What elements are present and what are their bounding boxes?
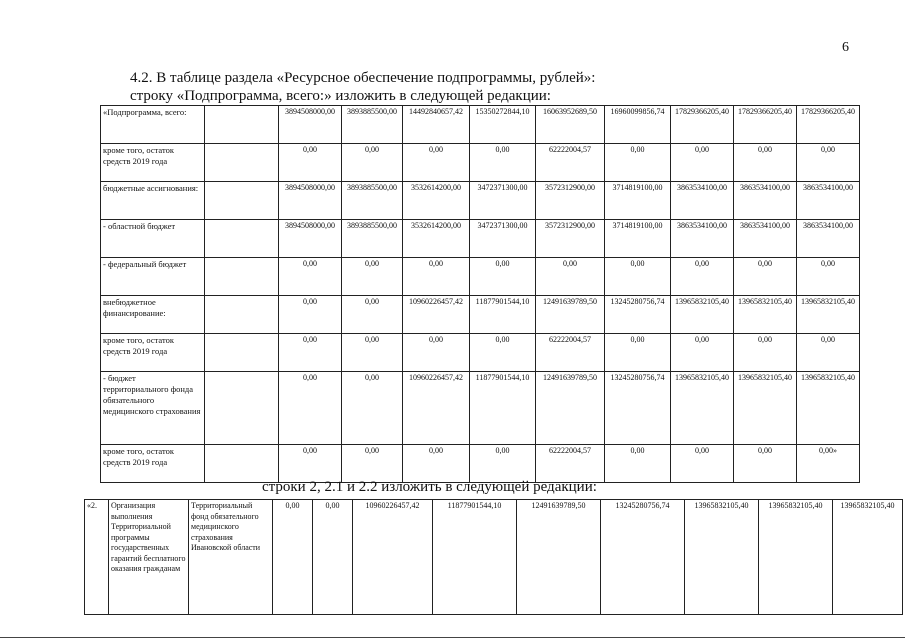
value-cell: 0,00 xyxy=(279,258,342,296)
value-cell: 3893885500,00 xyxy=(342,220,403,258)
value-cell: 14492840657,42 xyxy=(403,106,470,144)
value-cell: 3472371300,00 xyxy=(470,182,536,220)
scan-edge-line xyxy=(0,637,905,638)
value-cell: 3863534100,00 xyxy=(671,220,734,258)
value-cell: 3863534100,00 xyxy=(671,182,734,220)
value-cell: 10960226457,42 xyxy=(403,296,470,334)
value-cell: 0,00 xyxy=(671,144,734,182)
table-row xyxy=(101,220,860,258)
value-cell: 3714819100,00 xyxy=(605,220,671,258)
page-number: 6 xyxy=(842,40,849,55)
value-cell: 0,00 xyxy=(797,258,860,296)
value-cell: 0,00 xyxy=(342,296,403,334)
value-cell: 0,00 xyxy=(403,334,470,372)
executor-name: Территориальный фонд обязательного медицинского страхования Ивановской области xyxy=(189,500,273,615)
value-cell: 3532614200,00 xyxy=(403,220,470,258)
value-cell: 11877901544,10 xyxy=(470,296,536,334)
rows-heading: строки 2, 2.1 и 2.2 изложить в следующей редакции: xyxy=(262,479,597,495)
empty-cell xyxy=(205,445,279,483)
value-cell: 0,00 xyxy=(342,334,403,372)
value-cell: 16063952689,50 xyxy=(536,106,605,144)
table-row xyxy=(85,500,903,615)
value-cell: 0,00 xyxy=(797,144,860,182)
empty-cell xyxy=(205,258,279,296)
value-cell: 0,00 xyxy=(279,372,342,445)
value-cell: 16960099856,74 xyxy=(605,106,671,144)
value-cell: 0,00 xyxy=(671,334,734,372)
value-cell: 3893885500,00 xyxy=(342,182,403,220)
value-cell: 10960226457,42 xyxy=(353,500,433,615)
empty-cell xyxy=(205,220,279,258)
value-cell: 0,00 xyxy=(734,144,797,182)
row-label: бюджетные ассигнования: xyxy=(101,182,205,220)
value-cell: 62222004,57 xyxy=(536,445,605,483)
row-number: «2. xyxy=(85,500,109,615)
value-cell: 62222004,57 xyxy=(536,144,605,182)
rows-2-table xyxy=(84,499,903,615)
value-cell: 12491639789,50 xyxy=(517,500,601,615)
value-cell: 3863534100,00 xyxy=(734,220,797,258)
subprogram-resources-table xyxy=(100,105,860,483)
value-cell: 62222004,57 xyxy=(536,334,605,372)
value-cell: 0,00 xyxy=(470,334,536,372)
value-cell: 0,00 xyxy=(273,500,313,615)
value-cell: 12491639789,50 xyxy=(536,372,605,445)
value-cell: 13245280756,74 xyxy=(605,372,671,445)
value-cell: 13965832105,40 xyxy=(734,296,797,334)
row-label: - областной бюджет xyxy=(101,220,205,258)
value-cell: 13965832105,40 xyxy=(797,296,860,334)
value-cell: 13245280756,74 xyxy=(601,500,685,615)
row-label: - бюджет территориального фонда обязательного медицинского страхования xyxy=(101,372,205,445)
row-label: внебюджетное финансирование: xyxy=(101,296,205,334)
value-cell: 13245280756,74 xyxy=(605,296,671,334)
section-heading-line1: 4.2. В таблице раздела «Ресурсное обеспечение подпрограммы, рублей»: xyxy=(130,70,596,86)
value-cell: 13965832105,40 xyxy=(797,372,860,445)
value-cell: 0,00 xyxy=(403,258,470,296)
value-cell: 0,00 xyxy=(734,334,797,372)
value-cell: 0,00 xyxy=(797,334,860,372)
value-cell: 0,00 xyxy=(671,258,734,296)
value-cell: 3863534100,00 xyxy=(734,182,797,220)
value-cell: 17829366205,40 xyxy=(734,106,797,144)
value-cell: 0,00 xyxy=(671,445,734,483)
value-cell: 0,00 xyxy=(279,334,342,372)
value-cell: 0,00 xyxy=(279,445,342,483)
empty-cell xyxy=(205,106,279,144)
value-cell: 0,00 xyxy=(605,258,671,296)
value-cell: 17829366205,40 xyxy=(797,106,860,144)
value-cell: 3714819100,00 xyxy=(605,182,671,220)
value-cell: 3472371300,00 xyxy=(470,220,536,258)
value-cell: 0,00 xyxy=(536,258,605,296)
value-cell: 0,00 xyxy=(279,144,342,182)
table-row xyxy=(101,106,860,144)
value-cell: 3532614200,00 xyxy=(403,182,470,220)
value-cell: 0,00 xyxy=(605,334,671,372)
value-cell: 0,00 xyxy=(342,258,403,296)
table-row xyxy=(101,372,860,445)
activity-name: Организация выполнения Территориальной программы государственных гарантий бесплатного оказания гражданам xyxy=(109,500,189,615)
value-cell: 0,00 xyxy=(342,144,403,182)
value-cell: 0,00» xyxy=(797,445,860,483)
value-cell: 0,00 xyxy=(342,445,403,483)
empty-cell xyxy=(205,296,279,334)
value-cell: 13965832105,40 xyxy=(685,500,759,615)
value-cell: 3893885500,00 xyxy=(342,106,403,144)
value-cell: 13965832105,40 xyxy=(759,500,833,615)
value-cell: 3894508000,00 xyxy=(279,220,342,258)
value-cell: 11877901544,10 xyxy=(470,372,536,445)
row-label: кроме того, остаток средств 2019 года xyxy=(101,445,205,483)
table-row xyxy=(101,445,860,483)
empty-cell xyxy=(205,144,279,182)
section-heading-line2: строку «Подпрограмма, всего:» изложить в следующей редакции: xyxy=(130,88,551,104)
value-cell: 0,00 xyxy=(605,445,671,483)
empty-cell xyxy=(205,372,279,445)
value-cell: 10960226457,42 xyxy=(403,372,470,445)
value-cell: 3894508000,00 xyxy=(279,106,342,144)
value-cell: 3863534100,00 xyxy=(797,182,860,220)
value-cell: 0,00 xyxy=(403,144,470,182)
value-cell: 12491639789,50 xyxy=(536,296,605,334)
empty-cell xyxy=(205,182,279,220)
value-cell: 13965832105,40 xyxy=(833,500,903,615)
value-cell: 0,00 xyxy=(470,445,536,483)
value-cell: 0,00 xyxy=(279,296,342,334)
value-cell: 0,00 xyxy=(605,144,671,182)
value-cell: 3894508000,00 xyxy=(279,182,342,220)
value-cell: 0,00 xyxy=(734,258,797,296)
table-row xyxy=(101,258,860,296)
empty-cell xyxy=(205,334,279,372)
value-cell: 0,00 xyxy=(342,372,403,445)
value-cell: 0,00 xyxy=(403,445,470,483)
row-label: «Подпрограмма, всего: xyxy=(101,106,205,144)
value-cell: 0,00 xyxy=(470,144,536,182)
value-cell: 3863534100,00 xyxy=(797,220,860,258)
value-cell: 0,00 xyxy=(470,258,536,296)
table-row xyxy=(101,144,860,182)
row-label: кроме того, остаток средств 2019 года xyxy=(101,334,205,372)
value-cell: 13965832105,40 xyxy=(734,372,797,445)
value-cell: 0,00 xyxy=(313,500,353,615)
value-cell: 13965832105,40 xyxy=(671,296,734,334)
value-cell: 3572312900,00 xyxy=(536,220,605,258)
table-row xyxy=(101,334,860,372)
value-cell: 3572312900,00 xyxy=(536,182,605,220)
value-cell: 0,00 xyxy=(734,445,797,483)
value-cell: 17829366205,40 xyxy=(671,106,734,144)
table-row xyxy=(101,182,860,220)
table-row xyxy=(101,296,860,334)
value-cell: 15350272844,10 xyxy=(470,106,536,144)
value-cell: 13965832105,40 xyxy=(671,372,734,445)
value-cell: 11877901544,10 xyxy=(433,500,517,615)
row-label: кроме того, остаток средств 2019 года xyxy=(101,144,205,182)
row-label: - федеральный бюджет xyxy=(101,258,205,296)
